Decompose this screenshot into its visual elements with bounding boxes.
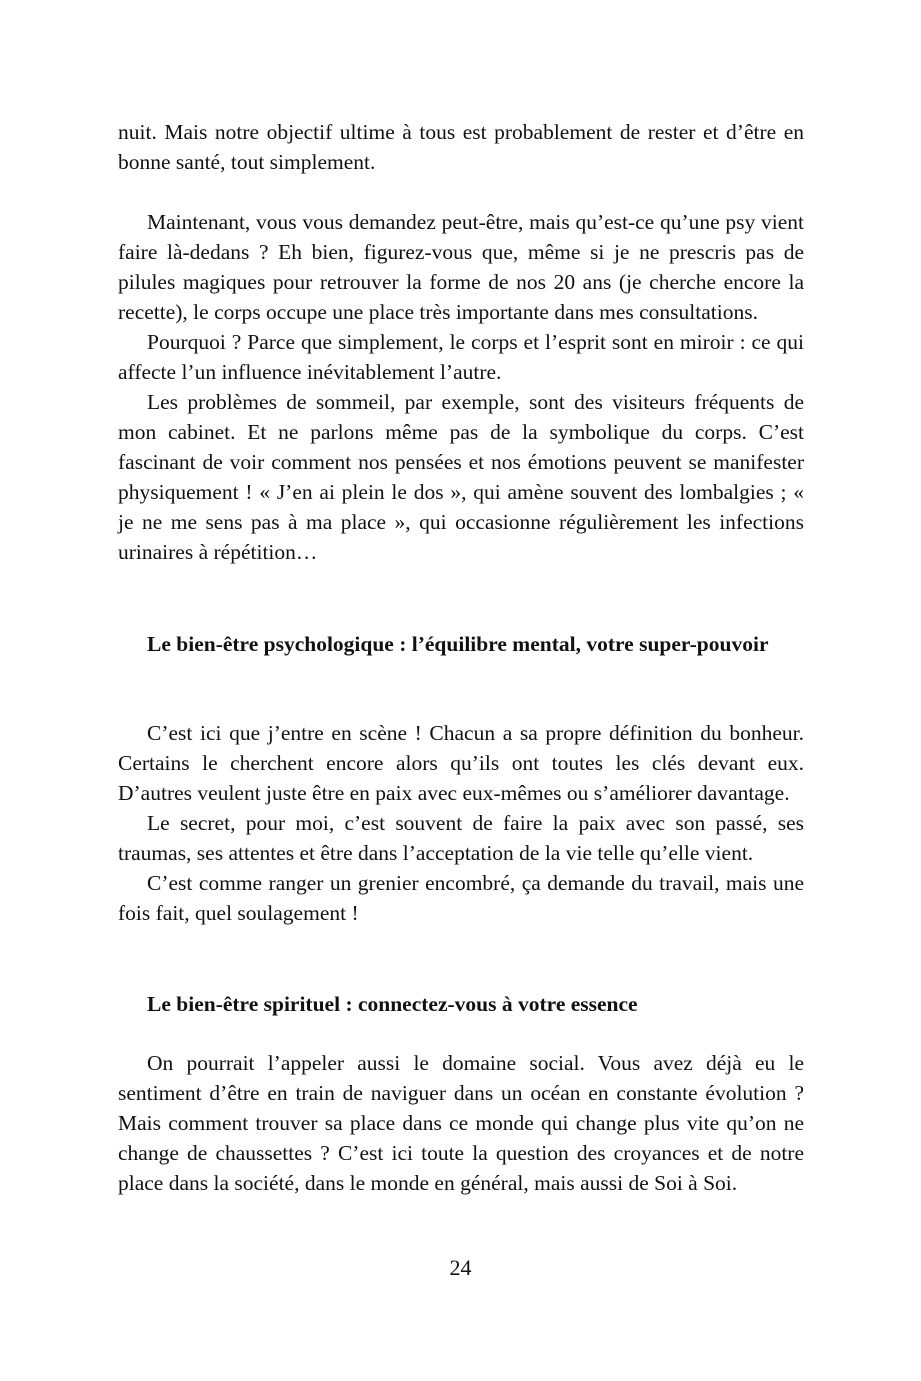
psychological-paragraph-3: C’est comme ranger un grenier encombré, ça demande du travail, mais une fois fait, quel soulagement ! xyxy=(118,871,804,925)
body-paragraph-3: Les problèmes de sommeil, par exemple, sont des visiteurs fréquents de mon cabinet. Et ne parlons même pas de la symbolique du corps. C’est fascinant de voir comment nos pensées et nos émotions peuvent se manifester physiquement ! « J’en ai plein le dos », qui amène souvent des lombalgies ; « je ne me sens pas à ma place », qui occasionne régulièrement les infections urinaires à répétition… xyxy=(118,390,804,564)
continuation-paragraph: nuit. Mais notre objectif ultime à tous est probablement de rester et d’être en bonne santé, tout simplement. xyxy=(118,120,804,174)
psychological-paragraph-2: Le secret, pour moi, c’est souvent de faire la paix avec son passé, ses traumas, ses attentes et être dans l’acceptation de la vie telle qu’elle vient. xyxy=(118,811,804,865)
psychological-paragraph-1: C’est ici que j’entre en scène ! Chacun a sa propre définition du bonheur. Certains le cherchent encore alors qu’ils ont toutes les clés devant eux. D’autres veulent juste être en paix avec eux-mêmes ou s’améliorer davantage. xyxy=(118,721,804,805)
intro-block xyxy=(118,117,804,177)
page-number: 24 xyxy=(449,1255,472,1280)
body-paragraph-2: Pourquoi ? Parce que simplement, le corps et l’esprit sont en miroir : ce qui affecte l’un influence inévitablement l’autre. xyxy=(118,330,804,384)
body-paragraph-1: Maintenant, vous vous demandez peut-être, mais qu’est-ce qu’une psy vient faire là-dedans ? Eh bien, figurez-vous que, même si je ne prescris pas de pilules magiques pour retrouver la forme de nos 20 ans (je cherche encore la recette), le corps occupe une place très importante dans mes consultations. xyxy=(118,210,804,324)
spiritual-paragraph-1: On pourrait l’appeler aussi le domaine social. Vous avez déjà eu le sentiment d’être en train de naviguer dans un océan en constante évolution ? Mais comment trouver sa place dans ce monde qui change plus vite qu’on ne change de chaussettes ? C’est ici toute la question des croyances et de notre place dans la société, dans le monde en général, mais aussi de Soi à Soi. xyxy=(118,1051,804,1195)
body-block xyxy=(118,207,804,567)
spiritual-block xyxy=(118,1048,804,1198)
section-heading-psychological: Le bien-être psychologique : l’équilibre mental, votre super-pouvoir xyxy=(147,632,769,656)
section-heading-spiritual: Le bien-être spirituel : connectez-vous à votre essence xyxy=(147,992,638,1016)
psychological-block xyxy=(118,718,804,928)
